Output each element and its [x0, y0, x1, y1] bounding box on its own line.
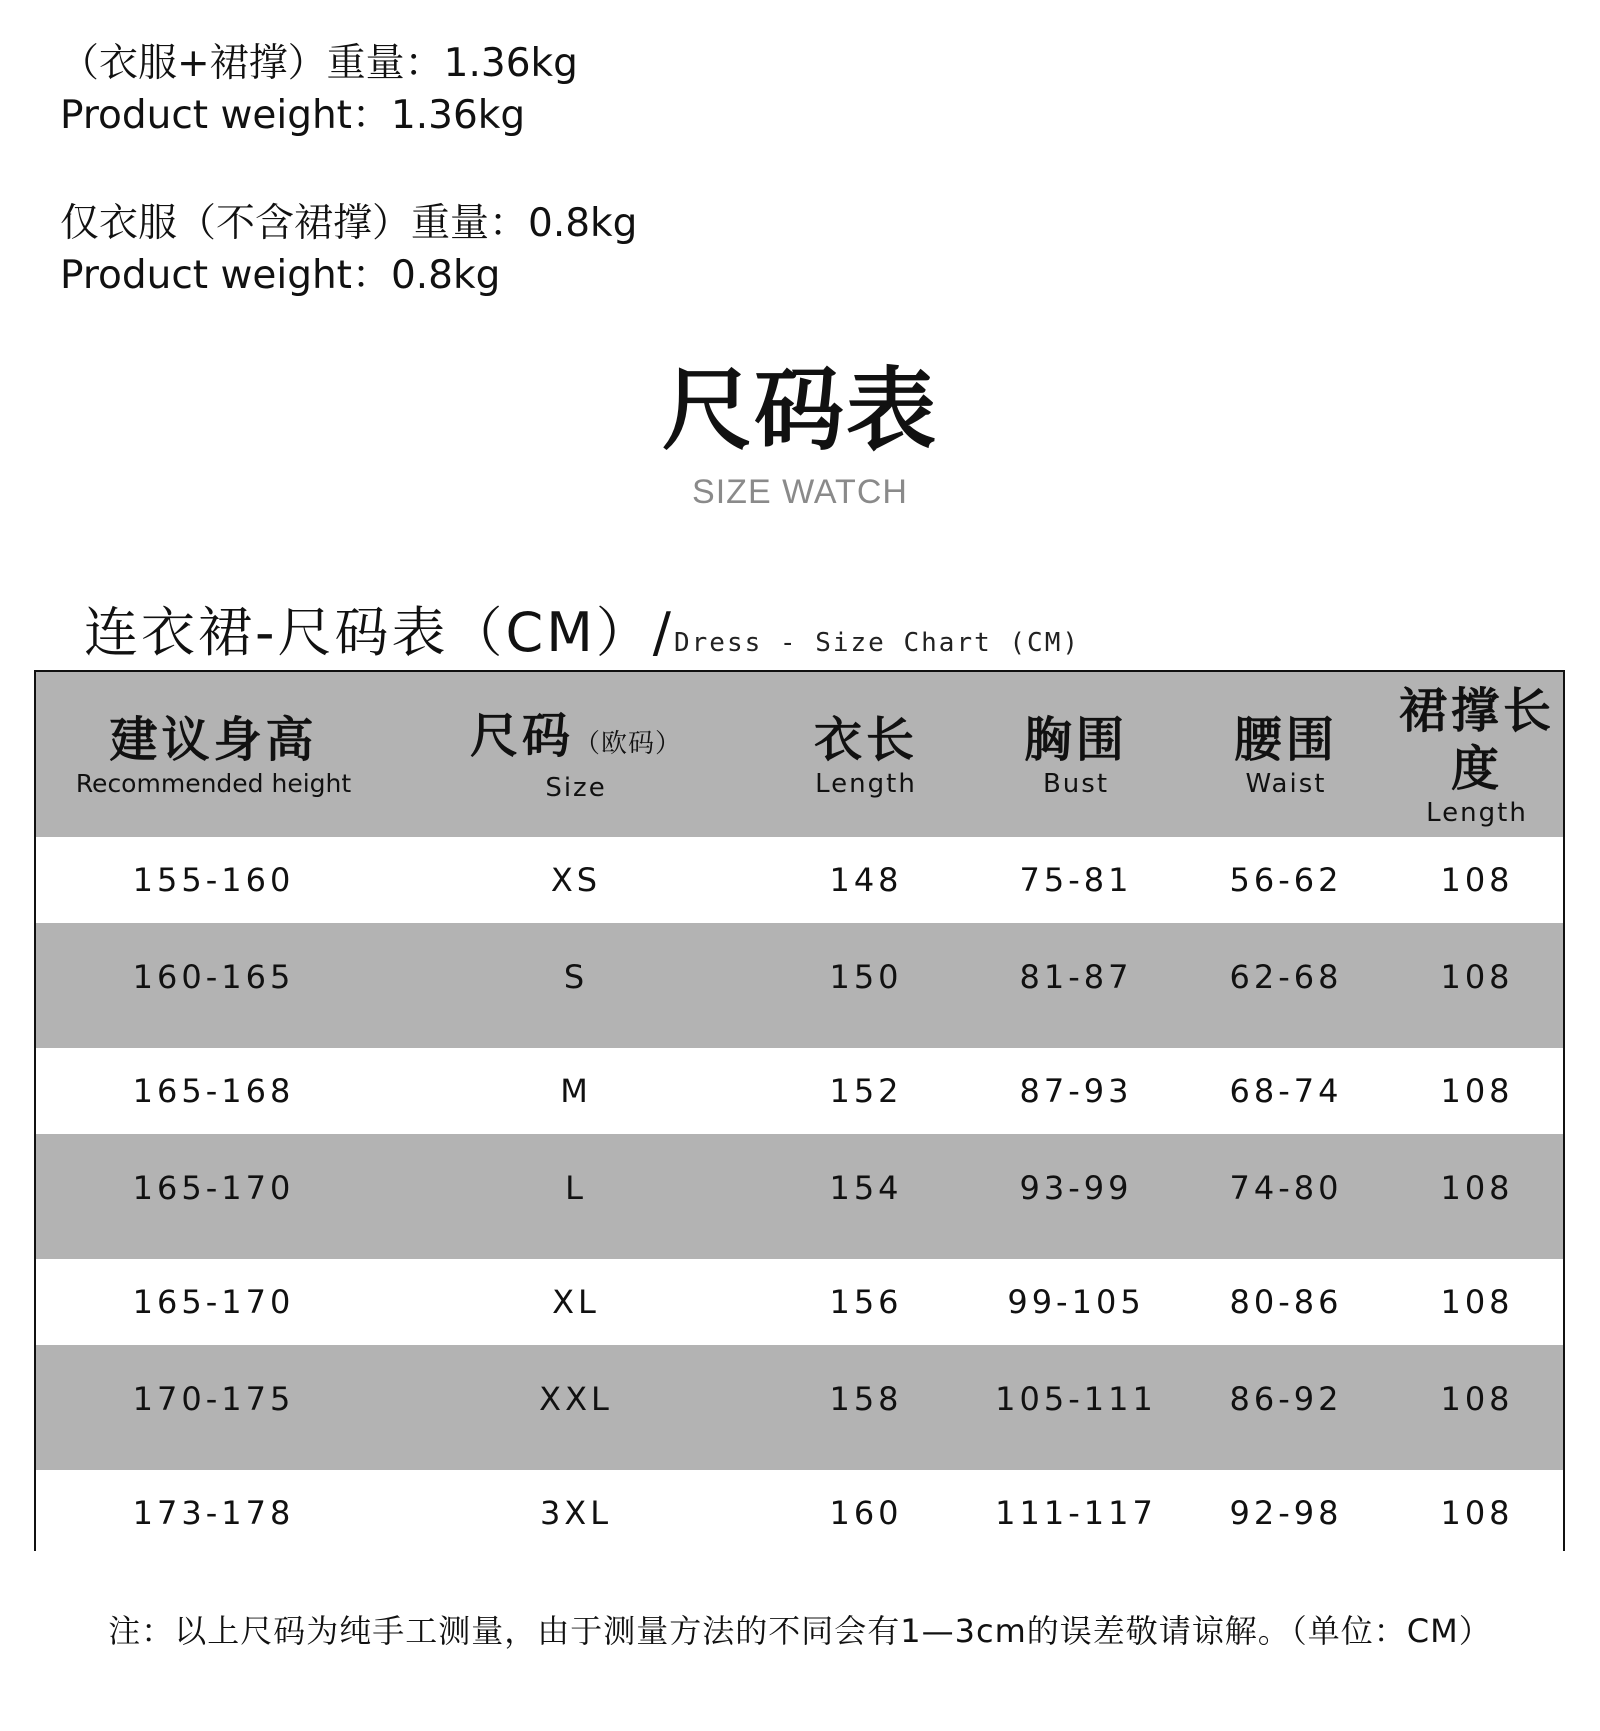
cell-value: 92-98 [1229, 1494, 1343, 1532]
cell-value: L [565, 1168, 587, 1207]
cell-value: 154 [829, 1168, 903, 1207]
cell-value: 108 [1440, 1283, 1514, 1321]
table-row [36, 1470, 1563, 1556]
cell-size [391, 1048, 761, 1134]
cell-value: 160 [829, 1494, 903, 1532]
cell-size [391, 923, 761, 1048]
cell-waist [1181, 837, 1391, 923]
table-row [36, 1134, 1563, 1259]
cell-petticoat-length [1391, 1259, 1563, 1345]
header-waist [1181, 672, 1391, 837]
cell-size [391, 1345, 761, 1470]
header-petticoat-length-zh: 裙撑长度 [1398, 682, 1555, 797]
cell-value: 148 [829, 861, 903, 899]
header-waist-zh: 腰围 [1233, 711, 1338, 768]
cell-value: 108 [1440, 1072, 1514, 1110]
cell-length [761, 837, 971, 923]
header-bust [971, 672, 1181, 837]
table-row [36, 1345, 1563, 1470]
cell-value: 74-80 [1229, 1168, 1343, 1207]
weight-spacer [60, 142, 637, 198]
header-size-zh-wrap [470, 707, 682, 773]
cell-petticoat-length [1391, 1345, 1563, 1470]
cell-waist [1181, 1134, 1391, 1259]
cell-value: 68-74 [1229, 1072, 1343, 1110]
header-size-en: Size [545, 772, 607, 803]
cell-value: 165-170 [132, 1168, 295, 1207]
cell-value: 152 [829, 1072, 903, 1110]
weight-line-total-en: Product weight：1.36kg [60, 93, 526, 138]
cell-waist [1181, 1048, 1391, 1134]
cell-length [761, 1048, 971, 1134]
cell-bust [971, 1470, 1181, 1556]
cell-value: 87-93 [1019, 1072, 1133, 1110]
table-row [36, 1259, 1563, 1345]
cell-waist [1181, 1470, 1391, 1556]
cell-height [36, 1048, 391, 1134]
cell-size [391, 1259, 761, 1345]
header-height-zh: 建议身高 [109, 711, 318, 768]
header-height [36, 672, 391, 837]
measurement-footnote: 注：以上尺码为纯手工测量，由于测量方法的不同会有1—3cm的误差敬请谅解。（单位：CM） [108, 1612, 1492, 1650]
size-chart-heading [84, 590, 1080, 667]
cell-value: 156 [829, 1283, 903, 1321]
cell-value: XXL [539, 1379, 613, 1418]
cell-height [36, 923, 391, 1048]
header-bust-zh: 胸围 [1023, 711, 1128, 768]
cell-bust [971, 923, 1181, 1048]
cell-height [36, 1470, 391, 1556]
cell-value: 80-86 [1229, 1283, 1343, 1321]
header-length-zh: 衣长 [813, 711, 918, 768]
header-bust-en: Bust [1042, 768, 1110, 799]
cell-value: 108 [1440, 1168, 1514, 1207]
weight-line-dress-zh: 仅衣服（不含裙撑）重量：0.8kg [60, 201, 638, 246]
cell-value: 75-81 [1019, 861, 1133, 899]
cell-value: 111-117 [995, 1494, 1157, 1532]
table-header-row [36, 672, 1563, 837]
cell-value: 86-92 [1229, 1379, 1343, 1418]
cell-height [36, 1134, 391, 1259]
size-chart-heading-zh: 连衣裙-尺码表（CM）/ [84, 601, 674, 664]
cell-value: 158 [829, 1379, 903, 1418]
cell-size [391, 837, 761, 923]
cell-value: 173-178 [132, 1494, 295, 1532]
page-title-block [0, 355, 1600, 512]
header-length [761, 672, 971, 837]
cell-size [391, 1470, 761, 1556]
cell-value: 105-111 [995, 1379, 1157, 1418]
cell-value: 3XL [539, 1494, 613, 1532]
cell-petticoat-length [1391, 1470, 1563, 1556]
cell-value: 165-168 [132, 1072, 295, 1110]
cell-value: 108 [1440, 1494, 1514, 1532]
cell-bust [971, 1345, 1181, 1470]
cell-petticoat-length [1391, 1134, 1563, 1259]
cell-value: 81-87 [1019, 957, 1133, 996]
cell-value: XL [552, 1283, 600, 1321]
cell-value: S [563, 957, 589, 996]
cell-value: XS [550, 861, 602, 899]
size-table [34, 670, 1565, 1551]
header-size [391, 672, 761, 837]
cell-value: 56-62 [1229, 861, 1343, 899]
cell-value: 108 [1440, 957, 1514, 996]
cell-waist [1181, 1345, 1391, 1470]
cell-value: M [560, 1072, 592, 1110]
cell-value: 165-170 [132, 1283, 295, 1321]
header-petticoat-length-en: Length [1426, 797, 1528, 828]
cell-bust [971, 1048, 1181, 1134]
header-height-en: Recommended height [75, 768, 352, 798]
cell-value: 99-105 [1007, 1283, 1145, 1321]
cell-petticoat-length [1391, 1048, 1563, 1134]
cell-length [761, 923, 971, 1048]
cell-value: 108 [1440, 861, 1514, 899]
cell-value: 160-165 [132, 957, 295, 996]
cell-height [36, 837, 391, 923]
header-petticoat-length [1391, 672, 1563, 837]
header-waist-en: Waist [1245, 768, 1327, 799]
cell-bust [971, 1134, 1181, 1259]
cell-waist [1181, 1259, 1391, 1345]
cell-height [36, 1259, 391, 1345]
cell-height [36, 1345, 391, 1470]
cell-petticoat-length [1391, 923, 1563, 1048]
weight-info [60, 38, 637, 302]
table-row [36, 1048, 1563, 1134]
cell-petticoat-length [1391, 837, 1563, 923]
header-size-zh: 尺码 [469, 707, 574, 764]
cell-value: 62-68 [1229, 957, 1343, 996]
cell-length [761, 1345, 971, 1470]
header-size-note: （欧码） [574, 728, 683, 759]
cell-bust [971, 837, 1181, 923]
cell-length [761, 1259, 971, 1345]
page-title: 尺码表 [662, 357, 938, 463]
cell-value: 155-160 [132, 861, 295, 899]
header-length-en: Length [815, 768, 917, 799]
cell-bust [971, 1259, 1181, 1345]
weight-line-dress-en: Product weight：0.8kg [60, 253, 501, 298]
page-subtitle: SIZE WATCH [692, 473, 908, 511]
cell-length [761, 1134, 971, 1259]
cell-value: 108 [1440, 1379, 1514, 1418]
cell-length [761, 1470, 971, 1556]
cell-value: 150 [829, 957, 903, 996]
cell-waist [1181, 923, 1391, 1048]
table-row [36, 923, 1563, 1048]
table-row [36, 837, 1563, 923]
cell-value: 93-99 [1019, 1168, 1133, 1207]
cell-size [391, 1134, 761, 1259]
size-chart-heading-en: Dress - Size Chart (CM) [673, 628, 1081, 658]
cell-value: 170-175 [132, 1379, 295, 1418]
weight-line-total-zh: （衣服+裙撑）重量：1.36kg [60, 41, 578, 86]
